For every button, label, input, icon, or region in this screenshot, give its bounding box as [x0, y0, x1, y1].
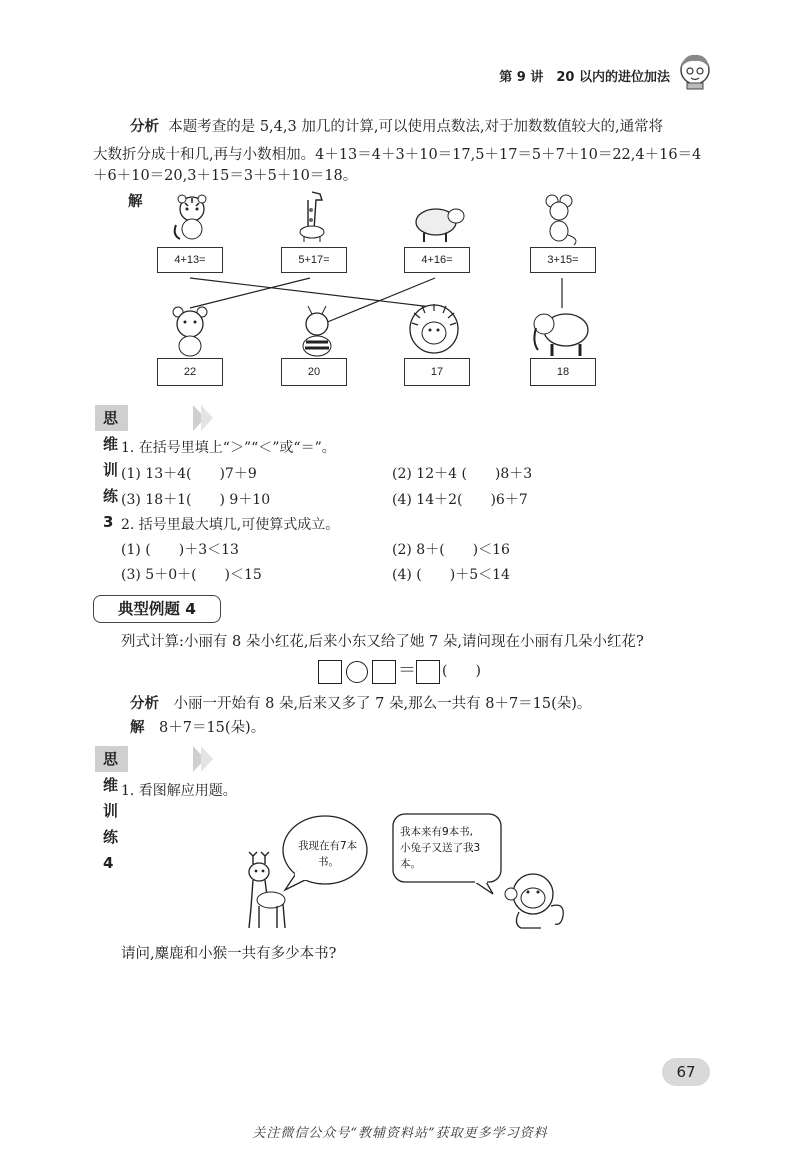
blank-square-2 — [372, 660, 396, 684]
bubble-deer-text: 我现在有7本 书。 — [298, 840, 358, 868]
analysis-label: 分析 — [130, 119, 159, 135]
t3-q2-item-4: (4) ( )＋5＜14 — [392, 567, 510, 583]
example-4-problem: 列式计算:小丽有 8 朵小红花,后来小东又给了她 7 朵,请问现在小丽有几朵小红花? — [121, 634, 644, 650]
bubble-monkey-text: 我本来有9本书, 小兔子又送了我3 本。 — [400, 826, 481, 870]
cartoon-girl-icon — [674, 50, 716, 90]
deer-icon — [249, 852, 285, 928]
tiger-icon — [175, 195, 206, 239]
equation-template — [318, 658, 518, 686]
bear-icon — [173, 307, 207, 356]
equals-sign: ＝ — [398, 660, 416, 681]
t3-q1-item-4: (4) 14＋2( )6＋7 — [392, 492, 528, 508]
match-line-2 — [190, 278, 310, 308]
footer-note: 关注微信公众号“教辅资料站”获取更多学习资料 — [252, 1126, 548, 1141]
t4-final-question: 请问,麋鹿和小猴一共有多少本书? — [121, 946, 337, 962]
chapter-title: 第 9 讲 20 以内的进位加法 — [499, 70, 670, 85]
t4-question-1: 1. 看图解应用题。 — [121, 783, 237, 799]
example-4-tag: 典型例题 4 — [93, 595, 221, 623]
analysis-paragraph — [130, 113, 730, 141]
blank-square-1 — [318, 660, 342, 684]
t3-question-1: 1. 在括号里填上“＞”“＜”或“＝”。 — [121, 440, 336, 456]
bee-icon — [303, 306, 331, 356]
hedgehog-icon — [410, 304, 458, 353]
t3-q1-item-2: (2) 12＋4 ( )8＋3 — [392, 466, 533, 482]
equation-box-1: 4+13= — [157, 247, 223, 273]
sheep-icon — [416, 209, 464, 242]
match-line-1 — [190, 278, 440, 308]
analysis-line-1: 本题考查的是 5,4,3 加几的计算,可以使用点数法,对于加数数值较大的,通常将 — [168, 119, 664, 135]
equation-box-4: 3+15= — [530, 247, 596, 273]
answer-box-4: 18 — [530, 358, 596, 386]
unit-paren: ( ) — [442, 663, 481, 679]
t3-question-2: 2. 括号里最大填几,可使算式成立。 — [121, 517, 340, 533]
mouse-icon — [546, 195, 576, 245]
answer-box-1: 22 — [157, 358, 223, 386]
t3-q1-item-1: (1) 13＋4( )7＋9 — [121, 466, 257, 482]
t3-q1-item-3: (3) 18＋1( ) 9＋10 — [121, 492, 271, 508]
equation-box-2: 5+17= — [281, 247, 347, 273]
equation-box-3: 4+16= — [404, 247, 470, 273]
analysis-line-3: ＋6＋10＝20,3＋15＝3＋5＋10＝18。 — [93, 168, 358, 184]
solution-label: 解 — [128, 194, 143, 210]
arrow-tag-icon — [193, 746, 219, 772]
example-4-analysis: 分析 小丽一开始有 8 朵,后来又多了 7 朵,那么一共有 8＋7＝15(朵)。 — [130, 696, 592, 712]
page-number: 67 — [662, 1058, 710, 1086]
t3-q2-item-2: (2) 8＋( )＜16 — [392, 542, 510, 558]
answer-box-2: 20 — [281, 358, 347, 386]
t3-q2-item-3: (3) 5＋0＋( )＜15 — [121, 567, 262, 583]
arrow-tag-icon — [193, 405, 219, 431]
t3-q2-item-1: (1) ( )＋3＜13 — [121, 542, 239, 558]
giraffe-icon — [300, 192, 324, 242]
blank-square-3 — [416, 660, 440, 684]
example-4-solution: 解 8＋7＝15(朵)。 — [130, 720, 266, 736]
answer-box-3: 17 — [404, 358, 470, 386]
elephant-icon — [534, 314, 588, 356]
analysis-line-2: 大数折分成十和几,再与小数相加。4＋13＝4＋3＋10＝17,5＋17＝5＋7＋10＝22,4＋16＝4 — [93, 147, 702, 163]
monkey-icon — [505, 874, 563, 928]
operator-circle — [346, 661, 368, 683]
